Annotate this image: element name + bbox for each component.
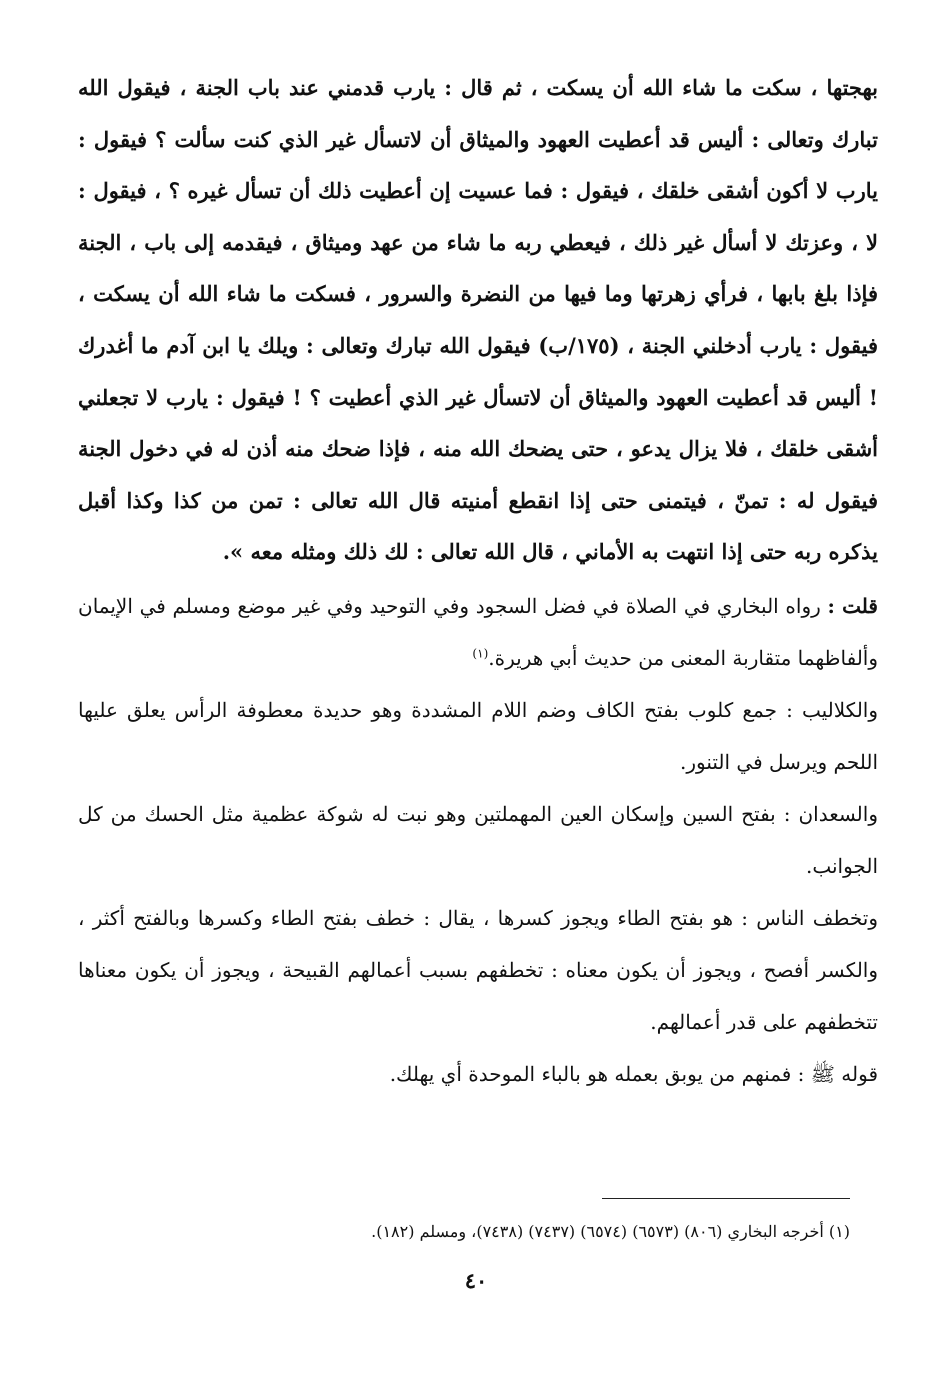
commentary-qawluhu: قوله ﷺ : فمنهم من يوبق بعمله هو بالباء الموحدة أي يهلك. — [389, 1061, 878, 1086]
qult-lead: قلت : — [827, 593, 878, 618]
commentary-kalalib: والكلاليب : جمع كلوب بفتح الكاف وضم اللام المشددة وهو حديدة معطوفة الرأس يعلق عليها اللحم ويرسل في التنور. — [78, 697, 878, 774]
footnote-reference[interactable]: (١) — [472, 646, 489, 661]
commentary-saadan: والسعدان : بفتح السين وإسكان العين المهملتين وهو نبت له شوكة عظمية مثل الحسك من كل الجوانب. — [78, 801, 878, 878]
hadith-text: بهجتها ، سكت ما شاء الله أن يسكت ، ثم قال : يارب قدمني عند باب الجنة ، فيقول الله تبارك وتعالى : أليس قد أعطيت العهود والميثاق أن لاتسأل غير الذي كنت سألت ؟ فيقول : يارب لا أكون أشقى خلقك ، فيقول : فما عسيت إن أعطيت ذلك أن تسأل غيره ؟ ، فيقول : لا ، وعزتك لا أسأل غير ذلك ، فيعطي ربه ما شاء من عهد وميثاق ، فيقدمه إلى باب ، الجنة فإذا بلغ بابها ، فرأي زهرتها وما فيها من النضرة والسرور ، فسكت ما شاء الله أن يسكت ، فيقول : يارب أدخلني الجنة ، (١٧٥/ب) فيقول الله تبارك وتعالى : ويلك يا ابن آدم ما أغدرك ! أليس قد أعطيت العهود والميثاق أن لاتسأل غير الذي أعطيت ؟ ! فيقول : يارب لا تجعلني أشقى خلقك ، فلا يزال يدعو ، حتى يضحك الله منه ، فإذا ضحك منه أذن له في دخول الجنة فيقول له : تمنّ ، فيتمنى حتى إذا انقطع أمنيته قال الله تعالى : تمن من كذا وكذا أقبل يذكره ربه حتى إذا انتهت به الأماني ، قال الله تعالى : لك ذلك ومثله معه ». — [78, 75, 878, 565]
qult-text: رواه البخاري في الصلاة في فضل السجود وفي التوحيد وفي غير موضع ومسلم في الإيمان وألفاظهما متقاربة المعنى من حديث أبي هريرة. — [78, 593, 878, 670]
page-number: ٤٠ — [464, 1268, 488, 1293]
commentary-takhattuf: وتخطف الناس : هو بفتح الطاء ويجوز كسرها ، يقال : خطف بفتح الطاء وكسرها وبالفتح أكثر ، والكسر أفصح ، ويجوز أن يكون معناه : تخطفهم بسبب أعمالهم القبيحة ، ويجوز أن يكون معناها تتخطفهم على قدر أعمالهم. — [78, 905, 878, 1034]
commentary-qult — [78, 580, 878, 684]
main-text — [78, 62, 878, 1100]
footnote: (١) أخرجه البخاري (٨٠٦) (٦٥٧٣) (٦٥٧٤) (٧٤٣٧) (٧٤٣٨)، ومسلم (١٨٢). — [371, 1222, 850, 1241]
footnote-divider — [602, 1198, 850, 1199]
